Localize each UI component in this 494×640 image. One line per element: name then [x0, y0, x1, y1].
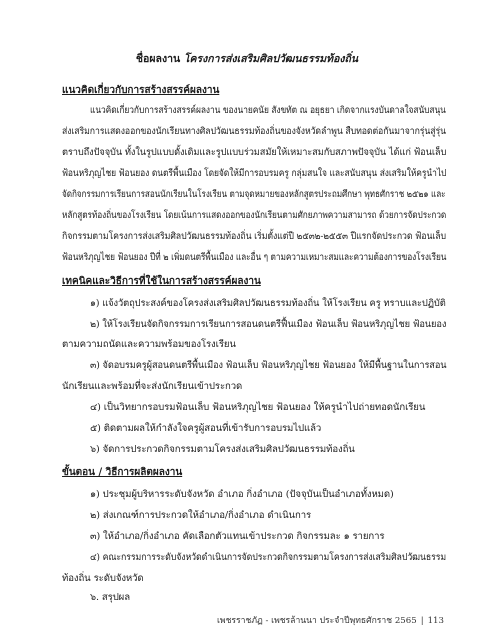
technique-line: ๒) ให้โรงเรียนจัดกิจกรรมการเรียนการสอนดนตรีฟื้นเมือง ฟ้อนเล็บ ฟ้อนหริภุญไชย ฟ้อนยอง	[90, 319, 447, 330]
concept-line: กิจกรรมตามโครงการส่งเสริมศิลปวัฒนธรรมท้องถิ่น เริ่มตั้งแต่ปี ๒๕๓๒-๒๕๕๓ ปีแรกจัดประกวด ฟ้อนเล็บ	[62, 231, 447, 242]
steps-heading: ขั้นตอน / วิธีการผลิตผลงาน	[62, 467, 183, 478]
concept-line: ตราบถึงปัจจุบัน ทั้งในรูปแบบดั้งเดิมและรูปแบบร่วมสมัยให้เหมาะสมกับสภาพปัจจุบัน ได้แก่ ฟ้อนเล็บ	[62, 147, 447, 158]
steps-line: ๓) ให้อำเภอ/กิ่งอำเภอ คัดเลือกตัวแทนเข้าประกวด กิจกรรมละ ๑ รายการ	[90, 531, 385, 542]
concept-line: จัดกิจกรรมการเรียนการสอนนักเรียนในโรงเรียน ตามจุดหมายของหลักสูตรประถมศึกษา พุทธศักราช ๒๕๒๑ และ	[62, 189, 446, 200]
technique-line: ๔) เป็นวิทยากรอบรมฟ้อนเล็บ ฟ้อนหริภุญไชย ฟ้อนยอง ให้ครูนำไปถ่ายทอดนักเรียน	[90, 402, 426, 413]
steps-line: ๑) ประชุมผู้บริหารระดับจังหวัด อำเภอ กิ่งอำเภอ (ปัจจุบันเป็นอำเภอทั้งหมด)	[90, 489, 394, 500]
title-project-name: โครงการส่งเสริมศิลปวัฒนธรรมท้องถิ่น	[183, 53, 359, 65]
concept-line: ฟ้อนหริภุญไชย ฟ้อนยอง ดนตรีพื้นเมือง โดยจัดให้มีการอบรมครู กลุ่มสนใจ และสนับสนุน ส่งเสริมให้ครูนำไป	[62, 168, 447, 179]
technique-heading: เทคนิคและวิธีการที่ใช้ในการสร้างสรรค์ผลงาน	[62, 276, 261, 287]
footer-source: เพชรราชภัฏ - เพชรล้านนา ประจำปีพุทธศักราช 2565	[217, 616, 417, 626]
footer-separator: |	[420, 616, 424, 626]
concept-heading: แนวคิดเกี่ยวกับการสร้างสรรค์ผลงาน	[62, 85, 220, 96]
technique-line: ๑) แจ้งวัตถุประสงค์ของโครงส่งเสริมศิลปวัฒนธรรมท้องถิ่น ให้โรงเรียน ครู ทราบและปฏิบัติ	[90, 298, 446, 309]
technique-line: ๖) จัดการประกวดกิจกรรมตามโครงส่งเสริมศิลปวัฒนธรรมท้องถิ่น	[90, 444, 355, 455]
technique-line: ๓) จัดอบรมครูผู้สอนดนตรีพื้นเมือง ฟ้อนเล็บ ฟ้อนหริภุญไชย ฟ้อนยอง ให้มีพื้นฐานในการสอน	[90, 360, 447, 371]
document-title	[0, 52, 494, 66]
concept-line: ส่งเสริมการแสดงออกของนักเรียนทางศิลปวัฒนธรรมท้องถิ่นของจังหวัดลำพูน สืบทอดต่อกันมาจากรุ่นสู่รุ่น	[62, 126, 446, 137]
steps-line: ท้องถิ่น ระดับจังหวัด	[62, 573, 144, 584]
steps-line: ๔) คณะกรรมการระดับจังหวัดดำเนินการจัดประกวดกิจกรรมตามโครงการส่งเสริมศิลปวัฒนธรรม	[90, 552, 447, 563]
page-footer	[217, 613, 444, 627]
steps-line: ๒) ส่งเกณฑ์การประกวดให้อำเภอ/กิ่งอำเภอ ดำเนินการ	[90, 510, 312, 521]
page-number: 113	[427, 616, 444, 626]
concept-line: หลักสูตรท้องถิ่นของโรงเรียน โดยเน้นการแสดงออกของนักเรียนตามศักยภาพความสามารถ ด้วยการจัดประกวด	[62, 210, 447, 221]
technique-line: นักเรียนและพร้อมที่จะส่งนักเรียนเข้าประกวด	[62, 381, 243, 392]
concept-line: ฟ้อนหริภุญไชย ฟ้อนยอง ปีที่ ๒ เพิ่มดนตรีพื้นเมือง และอื่น ๆ ตามความเหมาะสมและความต้องการของโรงเรียน	[62, 252, 447, 263]
title-prefix: ชื่อผลงาน	[135, 53, 184, 65]
concept-line: แนวคิดเกี่ยวกับการสร้างสรรค์ผลงาน ของนายคนัย สังขทัต ณ อยุธยา เกิดจากแรงบันดาลใจสนับสนุน	[90, 105, 446, 116]
technique-line: ๕) ติดตามผลให้กำลังใจครูผู้สอนที่เข้ารับการอบรมไปแล้ว	[90, 423, 322, 434]
technique-line: ตามความถนัดและความพร้อมของโรงเรียน	[62, 339, 236, 350]
steps-line: ๖. สรุปผล	[90, 592, 130, 603]
